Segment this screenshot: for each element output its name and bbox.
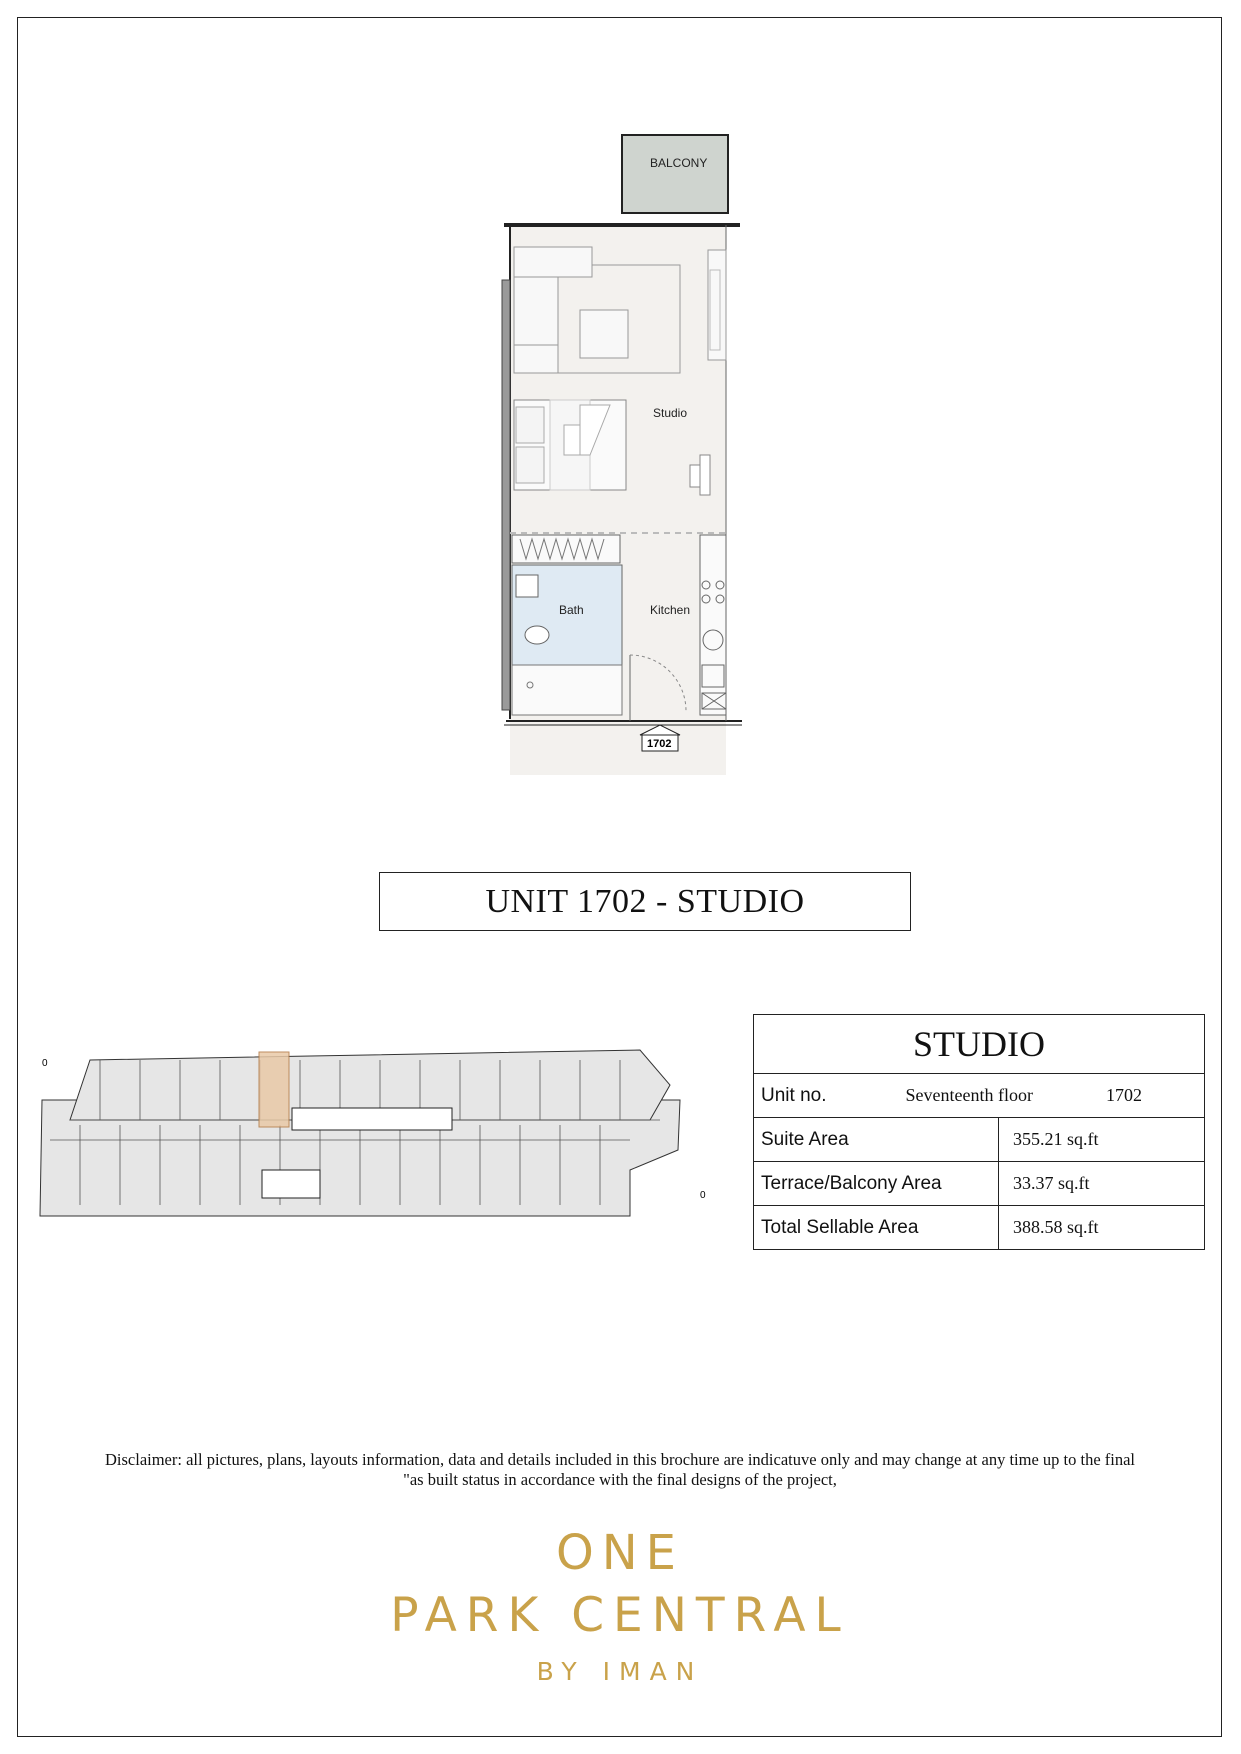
entry-tag: 1702 <box>647 738 672 750</box>
balcony-area-label: Terrace/Balcony Area <box>754 1162 999 1206</box>
disclaimer <box>70 1450 1170 1490</box>
total-area-label: Total Sellable Area <box>754 1206 999 1250</box>
unit-highlight <box>259 1052 289 1127</box>
logo-line-by-iman: BY IMAN <box>536 1657 704 1686</box>
key-plan <box>30 1040 730 1220</box>
brand-logo <box>300 1525 940 1689</box>
balcony-area-value: 33.37 sq.ft <box>999 1162 1205 1206</box>
studio-label: Studio <box>653 406 688 420</box>
kitchen-label: Kitchen <box>650 603 691 617</box>
logo-line-one: ONE <box>555 1525 684 1581</box>
total-area-value: 388.58 sq.ft <box>999 1206 1205 1250</box>
spec-heading: STUDIO <box>754 1015 1205 1074</box>
unit-label: Unit no. <box>761 1084 827 1106</box>
floor-name: Seventeenth floor <box>905 1084 1033 1105</box>
spec-table <box>753 1014 1205 1250</box>
key-plan-marker-right: 0 <box>700 1190 706 1201</box>
disclaimer-line-1: Disclaimer: all pictures, plans, layouts information, data and details included in this brochure are indicatuve only and may change at any time up to the final <box>104 1450 1136 1469</box>
unit-number: 1702 <box>1106 1084 1142 1105</box>
unit-floor-plan <box>490 125 750 775</box>
balcony-label: BALCONY <box>650 156 708 170</box>
logo-line-park-central: PARK CENTRAL <box>390 1588 850 1643</box>
suite-area-value: 355.21 sq.ft <box>999 1118 1205 1162</box>
key-plan-marker-left: 0 <box>42 1058 48 1069</box>
suite-area-label: Suite Area <box>754 1118 999 1162</box>
unit-number-row <box>754 1074 1205 1118</box>
balcony-area <box>622 135 728 213</box>
bath-label: Bath <box>559 603 584 617</box>
unit-title: UNIT 1702 - STUDIO <box>379 872 911 931</box>
disclaimer-line-2: "as built status in accordance with the final designs of the project, <box>403 1470 837 1489</box>
